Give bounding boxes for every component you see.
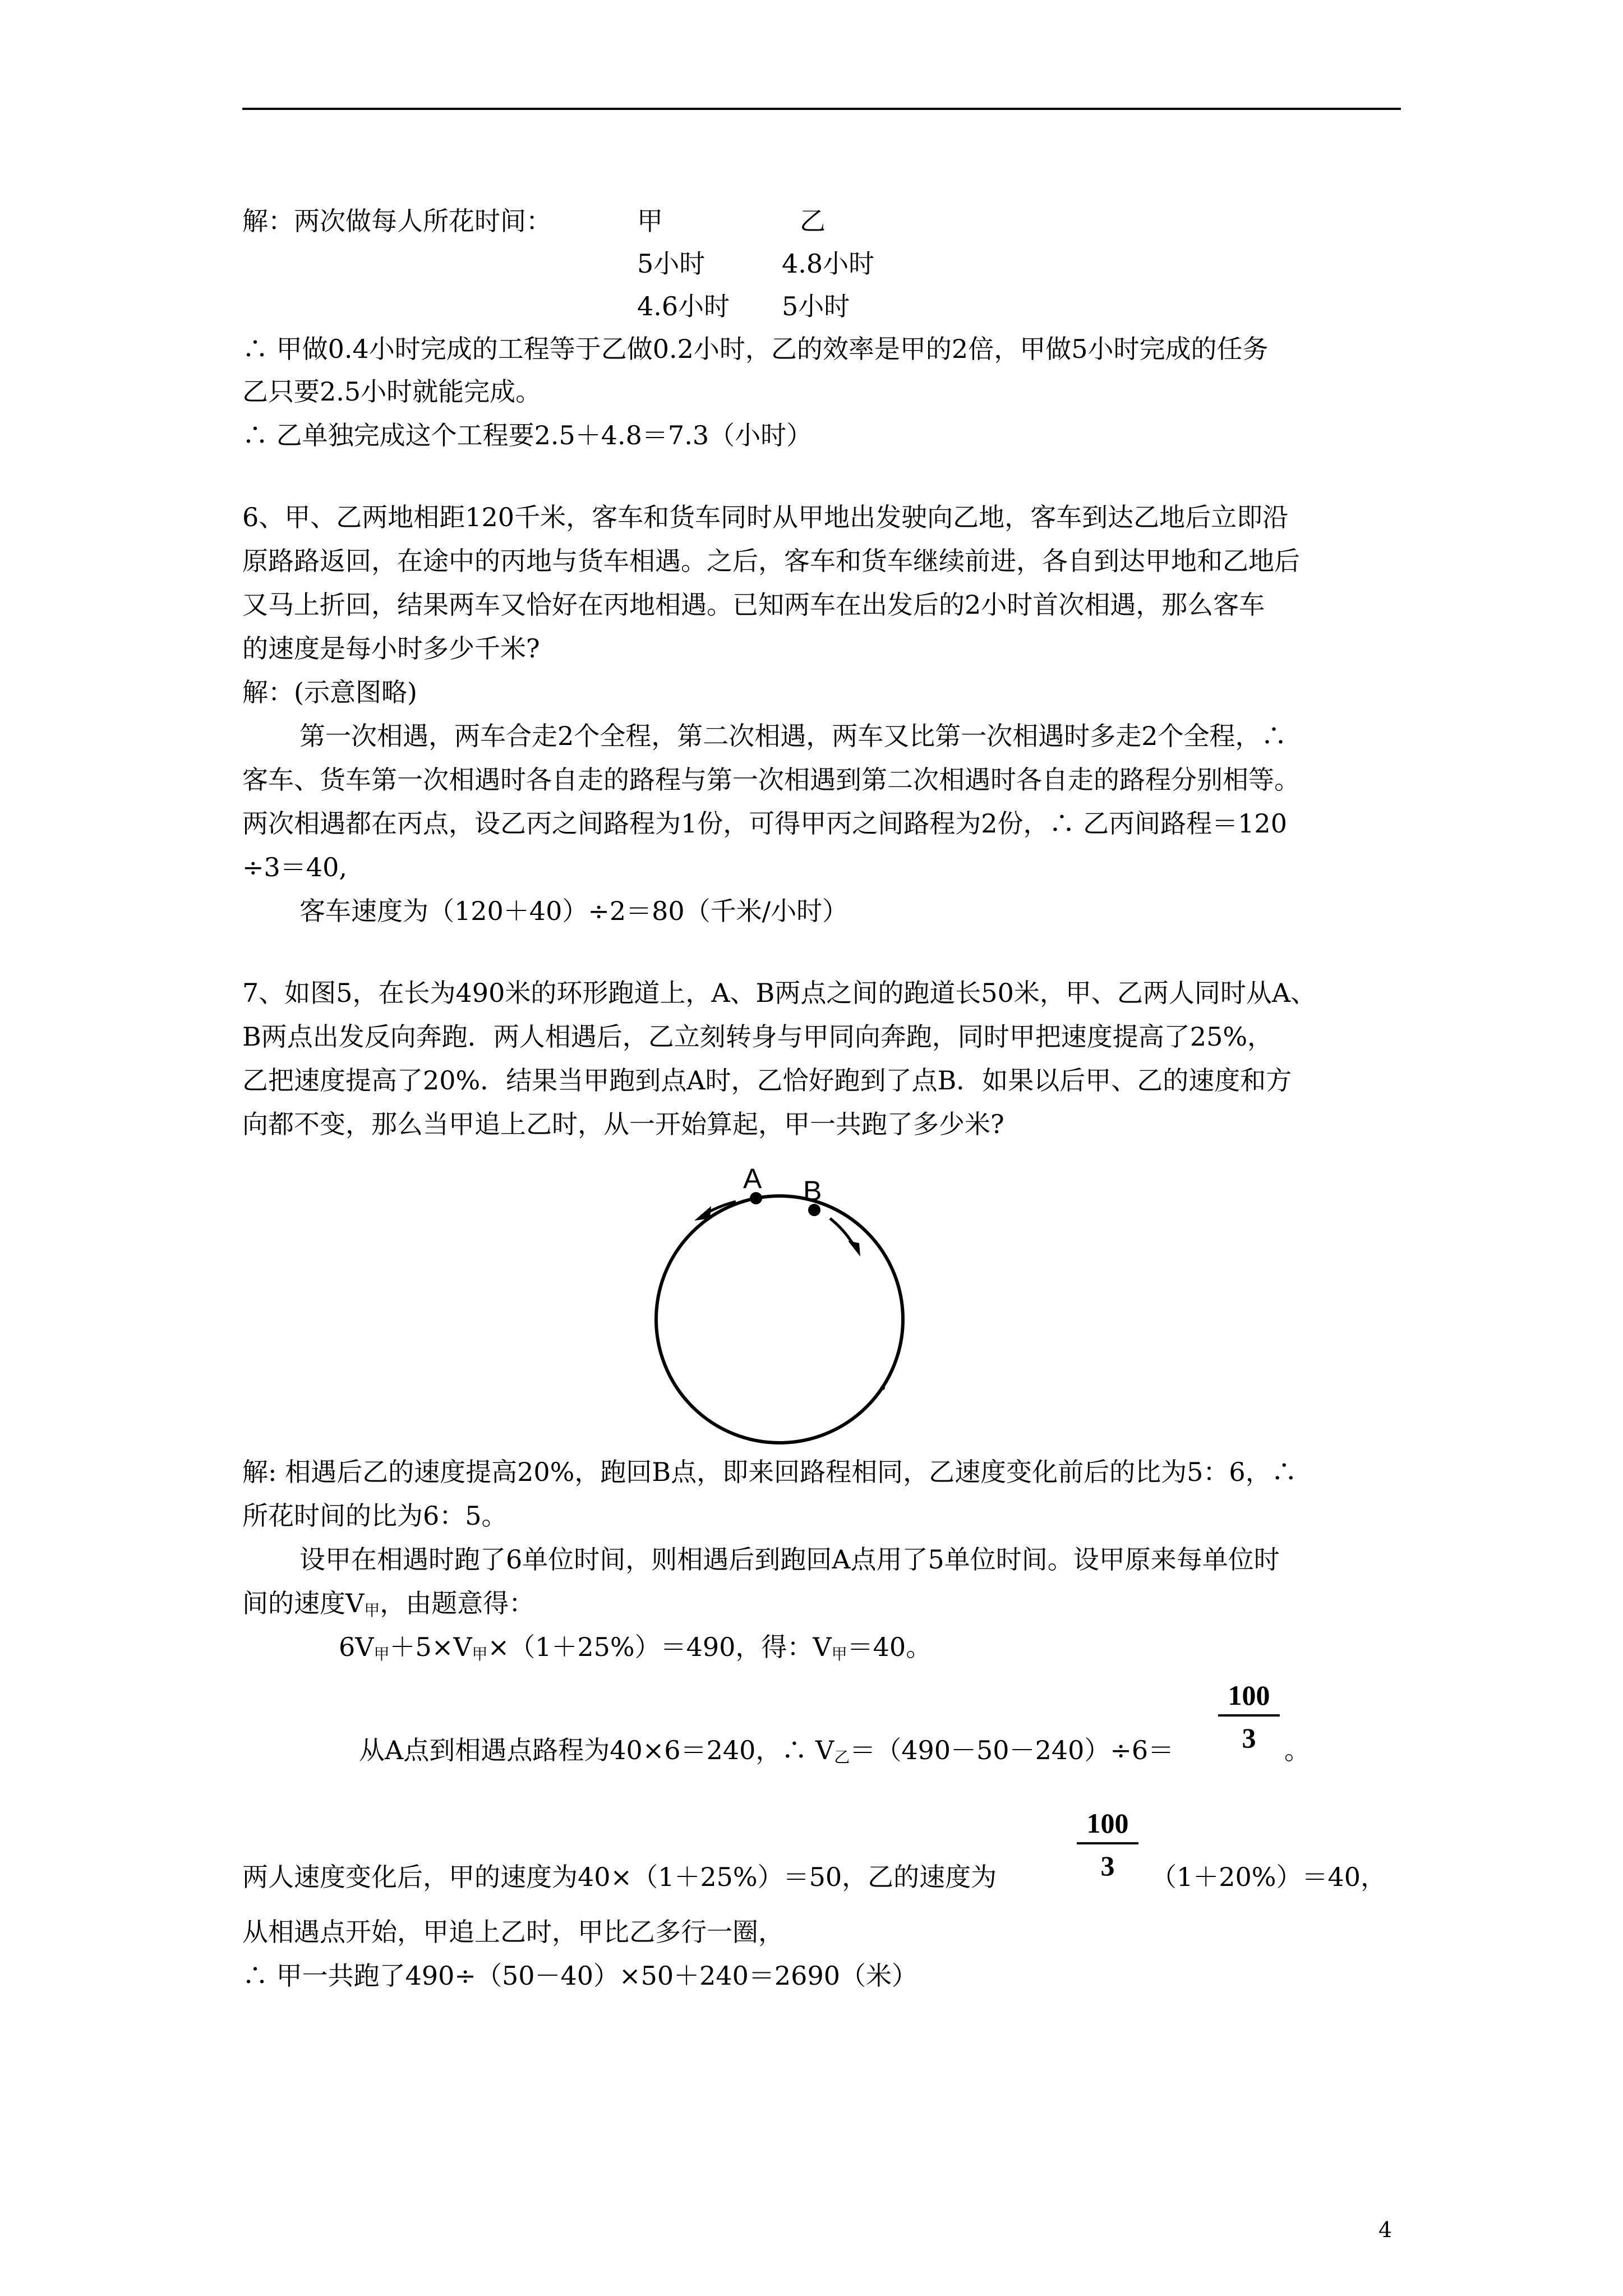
q6-solution-5: ÷3＝40, bbox=[242, 852, 347, 882]
circular-track-figure bbox=[639, 1161, 942, 1453]
column-header-yi: 乙 bbox=[800, 206, 826, 236]
column-header-jia: 甲 bbox=[637, 206, 663, 236]
q7-solution-7: 从相遇点开始，甲追上乙时，甲比乙多行一圈， bbox=[242, 1917, 784, 1947]
row1-yi: 4.8小时 bbox=[782, 249, 875, 279]
q6-solution-3: 客车、货车第一次相遇时各自走的路程与第一次相遇到第二次相遇时各自走的路程分别相等。 bbox=[242, 765, 1300, 795]
q7-solution-1: 解: 相遇后乙的速度提高20%，跑回B点，即来回路程相同，乙速度变化前后的比为5：6，∴ bbox=[242, 1457, 1297, 1487]
track-circle bbox=[656, 1196, 903, 1443]
q6-line-1: 6、甲、乙两地相距120千米，客车和货车同时从甲地出发驶向乙地，客车到达乙地后立即沿 bbox=[242, 502, 1289, 532]
q7-solution-6-tail: （1＋20%）＝40， bbox=[1151, 1862, 1387, 1892]
q7-solution-5-end: 。 bbox=[1284, 1735, 1310, 1765]
q7-line-3: 乙把速度提高了20%．结果当甲跑到点A时，乙恰好跑到了点B．如果以后甲、乙的速度和方 bbox=[242, 1065, 1292, 1096]
q7-line-2: B两点出发反向奔跑．两人相遇后，乙立刻转身与甲同向奔跑，同时甲把速度提高了25%， bbox=[242, 1022, 1274, 1052]
q6-solution-4: 两次相遇都在丙点，设乙丙之间路程为1份，可得甲丙之间路程为2份，∴ 乙丙间路程＝120 bbox=[242, 808, 1287, 839]
q7-solution-8: ∴ 甲一共跑了490÷（50－40）×50＋240＝2690（米） bbox=[242, 1961, 917, 1991]
q6-solution-6: 客车速度为（120＋40）÷2＝80（千米/小时） bbox=[299, 896, 849, 926]
fraction-100-over-3-b: $\frac{100}{3}$ bbox=[1077, 1805, 1138, 1884]
q7-solution-2: 所花时间的比为6：5。 bbox=[242, 1501, 508, 1531]
label-a: A bbox=[743, 1163, 762, 1194]
arrow-b-head bbox=[848, 1241, 860, 1257]
solution-intro-label: 解：两次做每人所花时间： bbox=[242, 206, 552, 236]
header-rule bbox=[242, 108, 1401, 110]
q6-solution-2: 第一次相遇，两车合走2个全程，第二次相遇，两车又比第一次相遇时多走2个全程，∴ bbox=[299, 721, 1287, 751]
q6-line-4: 的速度是每小时多少千米? bbox=[242, 633, 540, 664]
q6-line-2: 原路路返回，在途中的丙地与货车相遇。之后，客车和货车继续前进，各自到达甲地和乙地后 bbox=[242, 546, 1300, 576]
q6-line-3: 又马上折回，结果两车又恰好在丙地相遇。已知两车在出发后的2小时首次相遇，那么客车 bbox=[242, 590, 1265, 620]
q7-line-4: 向都不变，那么当甲追上乙时，从一开始算起，甲一共跑了多少米? bbox=[242, 1109, 1004, 1139]
q7-solution-3: 设甲在相遇时跑了6单位时间，则相遇后到跑回A点用了5单位时间。设甲原来每单位时 bbox=[299, 1544, 1280, 1575]
stray-dot bbox=[880, 1386, 885, 1390]
row1-jia: 5小时 bbox=[637, 249, 706, 279]
q7-solution-5: 从A点到相遇点路程为40×6＝240，∴ $V_乙=(490-50-240)\div 6=$ bbox=[359, 1735, 1174, 1766]
intro-paragraph-1-line-2: 乙只要2.5小时就能完成。 bbox=[242, 376, 542, 407]
fraction-100-over-3-a: $\frac{100}{3}$ bbox=[1218, 1677, 1280, 1756]
intro-paragraph-1-line-1: ∴ 甲做0.4小时完成的工程等于乙做0.2小时，乙的效率是甲的2倍，甲做5小时完成的任务 bbox=[242, 334, 1269, 364]
arrow-a-head bbox=[694, 1206, 711, 1221]
q7-solution-4: 间的速度$V_甲$，由题意得： bbox=[242, 1588, 535, 1619]
row2-jia: 4.6小时 bbox=[637, 291, 730, 321]
q7-equation: $6V_甲+5\times V_甲\times(1+25\%)=490$，得：$V_甲=40$。 bbox=[339, 1632, 932, 1663]
q7-solution-6: 两人速度变化后，甲的速度为40×（1＋25%）＝50，乙的速度为 bbox=[242, 1862, 997, 1892]
q6-solution-1: 解：(示意图略) bbox=[242, 677, 417, 707]
label-b: B bbox=[803, 1175, 822, 1207]
intro-paragraph-2: ∴ 乙单独完成这个工程要2.5＋4.8＝7.3（小时） bbox=[242, 420, 813, 450]
page-number: 4 bbox=[1378, 2217, 1393, 2242]
q7-line-1: 7、如图5，在长为490米的环形跑道上，A、B两点之间的跑道长50米，甲、乙两人同时从A、 bbox=[242, 978, 1317, 1008]
row2-yi: 5小时 bbox=[782, 291, 850, 321]
